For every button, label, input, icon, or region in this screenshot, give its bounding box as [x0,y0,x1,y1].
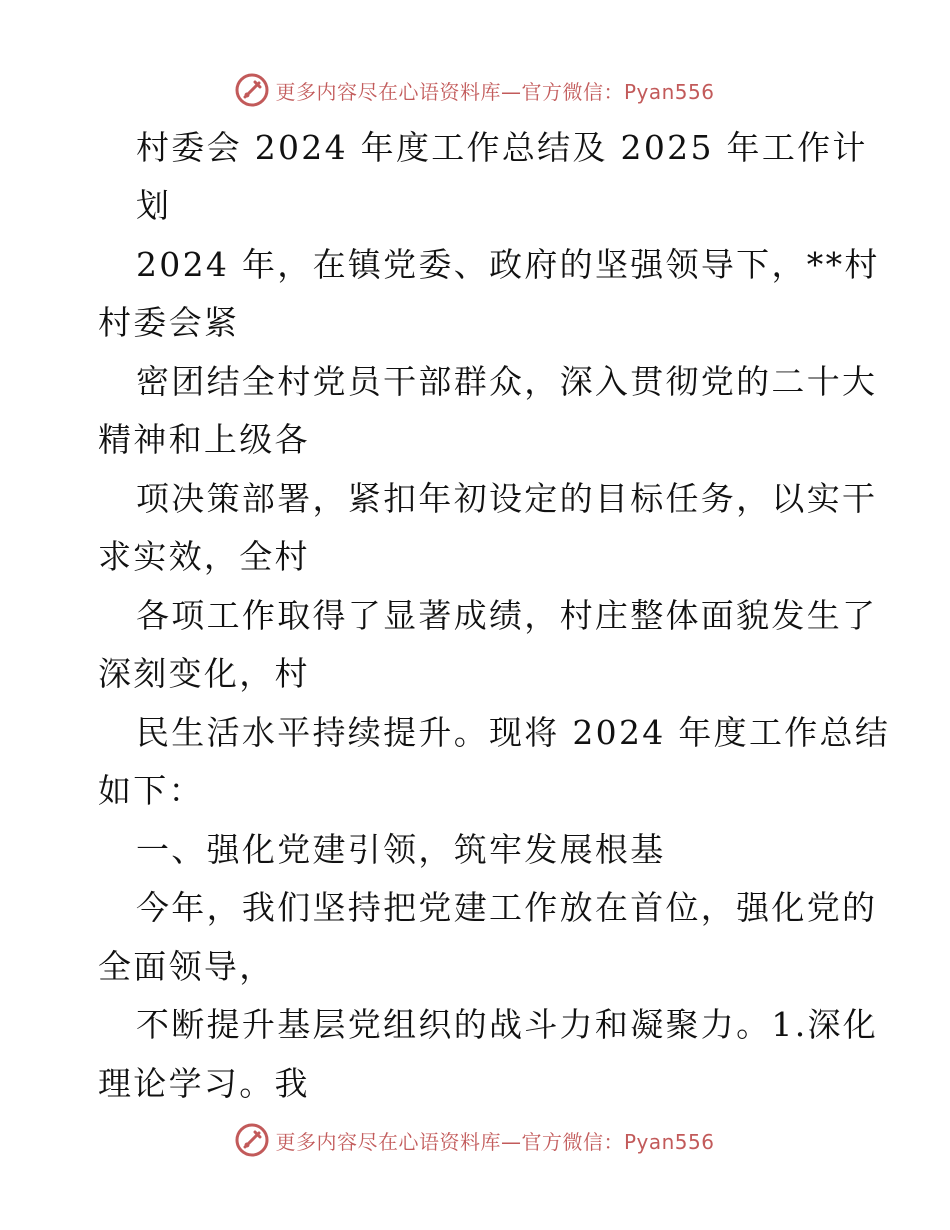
watermark-text: 更多内容尽在心语资料库—官方微信：Pyan556 [275,1129,715,1154]
doc-title-line-2: 划 [136,186,172,225]
paragraph-line: 民生活水平持续提升。现将 2024 年度工作总结 [136,713,891,752]
doc-title-line-1: 村委会 2024 年度工作总结及 2025 年工作计 [136,128,868,167]
paragraph-line: 不断提升基层党组织的战斗力和凝聚力。1.深化 [136,1005,879,1044]
paragraph-line: 2024 年，在镇党委、政府的坚强领导下，**村 [136,245,880,284]
footer-watermark [0,1120,950,1160]
paragraph-line: 密团结全村党员干部群众，深入贯彻党的二十大 [136,362,878,401]
paragraph-line: 求实效，全村 [98,537,310,576]
paragraph-line: 如下： [98,771,204,810]
section-heading: 一、强化党建引领，筑牢发展根基 [136,830,666,869]
paragraph-line: 精神和上级各 [98,420,310,459]
paragraph-line: 深刻变化，村 [98,654,310,693]
watermark-text: 更多内容尽在心语资料库—官方微信：Pyan556 [275,79,715,104]
paragraph-line: 村委会紧 [98,303,240,342]
paragraph-line: 各项工作取得了显著成绩，村庄整体面貌发生了 [136,596,878,635]
brand-logo-icon [235,1123,269,1157]
paragraph-line: 全面领导， [98,947,275,986]
paragraph-line: 理论学习。我 [98,1064,310,1103]
paragraph-line: 项决策部署，紧扣年初设定的目标任务，以实干 [136,479,878,518]
paragraph-line: 今年，我们坚持把党建工作放在首位，强化党的 [136,888,878,927]
